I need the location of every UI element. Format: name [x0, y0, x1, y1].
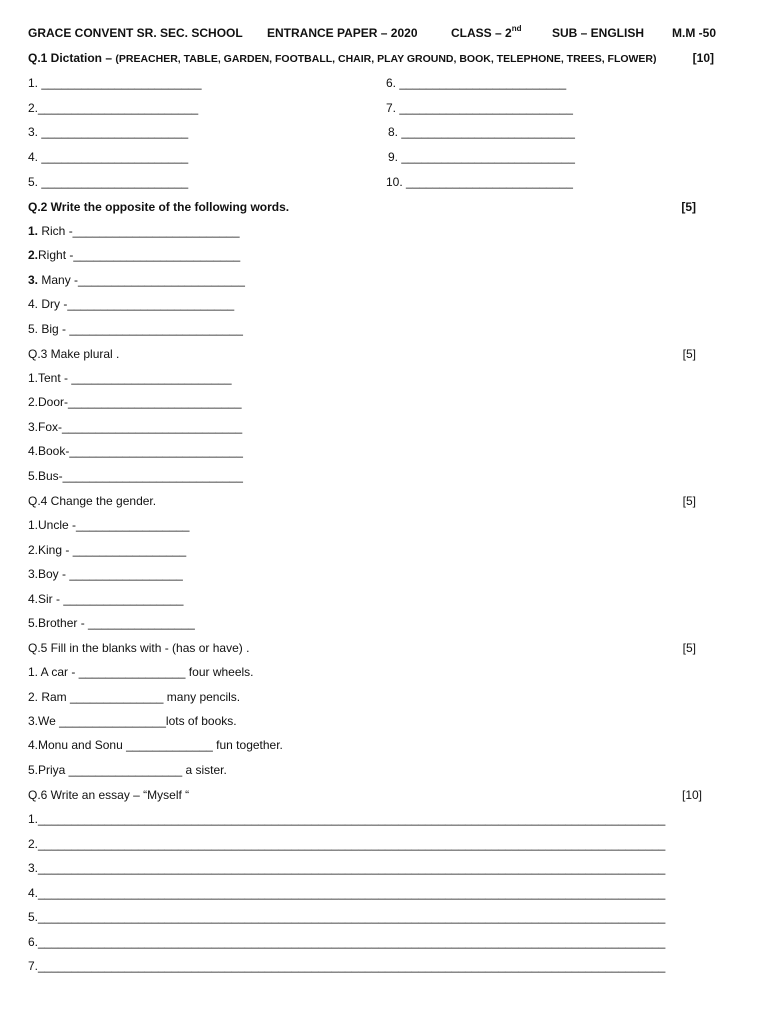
- q4-heading: [28, 493, 696, 509]
- q1-blank-1[interactable]: 1. ________________________: [28, 76, 202, 90]
- q5-item-5[interactable]: 5.Priya _________________ a sister.: [28, 763, 227, 777]
- q6-line-4[interactable]: 4.______________________________________________________________________________________________: [28, 886, 666, 900]
- q3-item-1[interactable]: 1.Tent - ________________________: [28, 371, 232, 385]
- q2-item-4-text: 4. Dry -_________________________: [28, 297, 235, 311]
- q3-marks: [5]: [682, 347, 696, 361]
- q1-blank-2[interactable]: 2.________________________: [28, 101, 199, 115]
- q6-line-1[interactable]: 1.______________________________________________________________________________________________: [28, 812, 666, 826]
- q1-blank-4[interactable]: 4. ______________________: [28, 150, 189, 164]
- q2-item-5[interactable]: [28, 321, 243, 337]
- q1-marks: [10]: [692, 51, 714, 65]
- q4-marks: [5]: [682, 494, 696, 508]
- q2-title: Q.2 Write the opposite of the following words.: [28, 200, 290, 214]
- school-name: GRACE CONVENT SR. SEC. SCHOOL: [28, 26, 243, 40]
- class-text: CLASS – 2: [451, 26, 512, 40]
- q1-heading: [28, 50, 714, 67]
- q3-item-5[interactable]: 5.Bus-___________________________: [28, 469, 243, 483]
- q4-item-2[interactable]: 2.King - _________________: [28, 543, 187, 557]
- q6-heading: [28, 787, 702, 803]
- q3-title: Q.3 Make plural .: [28, 347, 120, 361]
- q2-heading: [28, 199, 696, 215]
- q5-title: Q.5 Fill in the blanks with - (has or have) .: [28, 641, 250, 655]
- q2-item-4[interactable]: [28, 296, 234, 312]
- max-marks: M.M -50: [672, 26, 717, 40]
- q4-item-4[interactable]: 4.Sir - __________________: [28, 592, 184, 606]
- q6-title: Q.6 Write an essay – “Myself “: [28, 788, 190, 802]
- q3-item-2[interactable]: 2.Door-__________________________: [28, 395, 242, 409]
- subject-label: SUB – ENGLISH: [552, 26, 645, 40]
- q2-marks: [5]: [681, 200, 696, 214]
- q2-item-1-num: 1.: [28, 224, 39, 238]
- q2-item-1-text: Rich -_________________________: [38, 224, 240, 238]
- q6-line-7[interactable]: 7.______________________________________________________________________________________________: [28, 959, 666, 973]
- class-suffix: nd: [511, 24, 522, 33]
- q6-line-2[interactable]: 2.______________________________________________________________________________________________: [28, 837, 666, 851]
- q3-item-3[interactable]: 3.Fox-___________________________: [28, 420, 243, 434]
- q1-blank-8[interactable]: 8. __________________________: [388, 125, 575, 139]
- q6-line-5[interactable]: 5.______________________________________________________________________________________________: [28, 910, 666, 924]
- q6-line-3[interactable]: 3.______________________________________________________________________________________________: [28, 861, 666, 875]
- q1-blank-3[interactable]: 3. ______________________: [28, 125, 189, 139]
- q6-marks: [10]: [681, 788, 702, 802]
- q1-blank-5[interactable]: 5. ______________________: [28, 175, 189, 189]
- q1-blank-6[interactable]: 6. _________________________: [386, 76, 567, 90]
- q5-heading: [28, 640, 696, 656]
- q1-title: Q.1 Dictation –: [28, 51, 116, 65]
- q2-item-2-num: 2.: [28, 248, 39, 262]
- q5-item-2[interactable]: 2. Ram ______________ many pencils.: [28, 690, 241, 704]
- q4-title: Q.4 Change the gender.: [28, 494, 157, 508]
- q4-item-5[interactable]: 5.Brother - ________________: [28, 616, 195, 630]
- q3-heading: [28, 346, 696, 362]
- q5-item-1[interactable]: 1. A car - ________________ four wheels.: [28, 665, 254, 679]
- class-label: [451, 26, 521, 40]
- q2-item-1[interactable]: [28, 223, 240, 239]
- q2-item-3[interactable]: [28, 272, 245, 288]
- q4-item-3[interactable]: 3.Boy - _________________: [28, 567, 183, 581]
- q2-item-3-num: 3.: [28, 273, 39, 287]
- q2-item-3-text: Many -_________________________: [38, 273, 245, 287]
- q3-item-4[interactable]: 4.Book-__________________________: [28, 444, 243, 458]
- q1-blank-10[interactable]: 10. _________________________: [386, 175, 573, 189]
- q5-marks: [5]: [682, 641, 696, 655]
- q2-item-2[interactable]: [28, 247, 240, 263]
- q5-item-3[interactable]: 3.We ________________lots of books.: [28, 714, 237, 728]
- q4-item-1[interactable]: 1.Uncle -_________________: [28, 518, 190, 532]
- q2-item-2-text: Right -_________________________: [38, 248, 241, 262]
- q1-words: (PREACHER, TABLE, GARDEN, FOOTBALL, CHAIR, PLAY GROUND, BOOK, TELEPHONE, TREES, FLOWER): [115, 53, 657, 65]
- paper-title: ENTRANCE PAPER – 2020: [267, 26, 418, 40]
- q6-line-6[interactable]: 6.______________________________________________________________________________________________: [28, 935, 666, 949]
- q1-blank-7[interactable]: 7. __________________________: [386, 101, 573, 115]
- q5-item-4[interactable]: 4.Monu and Sonu _____________ fun together.: [28, 738, 283, 752]
- q1-blank-9[interactable]: 9. __________________________: [388, 150, 575, 164]
- q2-item-5-text: 5. Big - __________________________: [28, 322, 243, 336]
